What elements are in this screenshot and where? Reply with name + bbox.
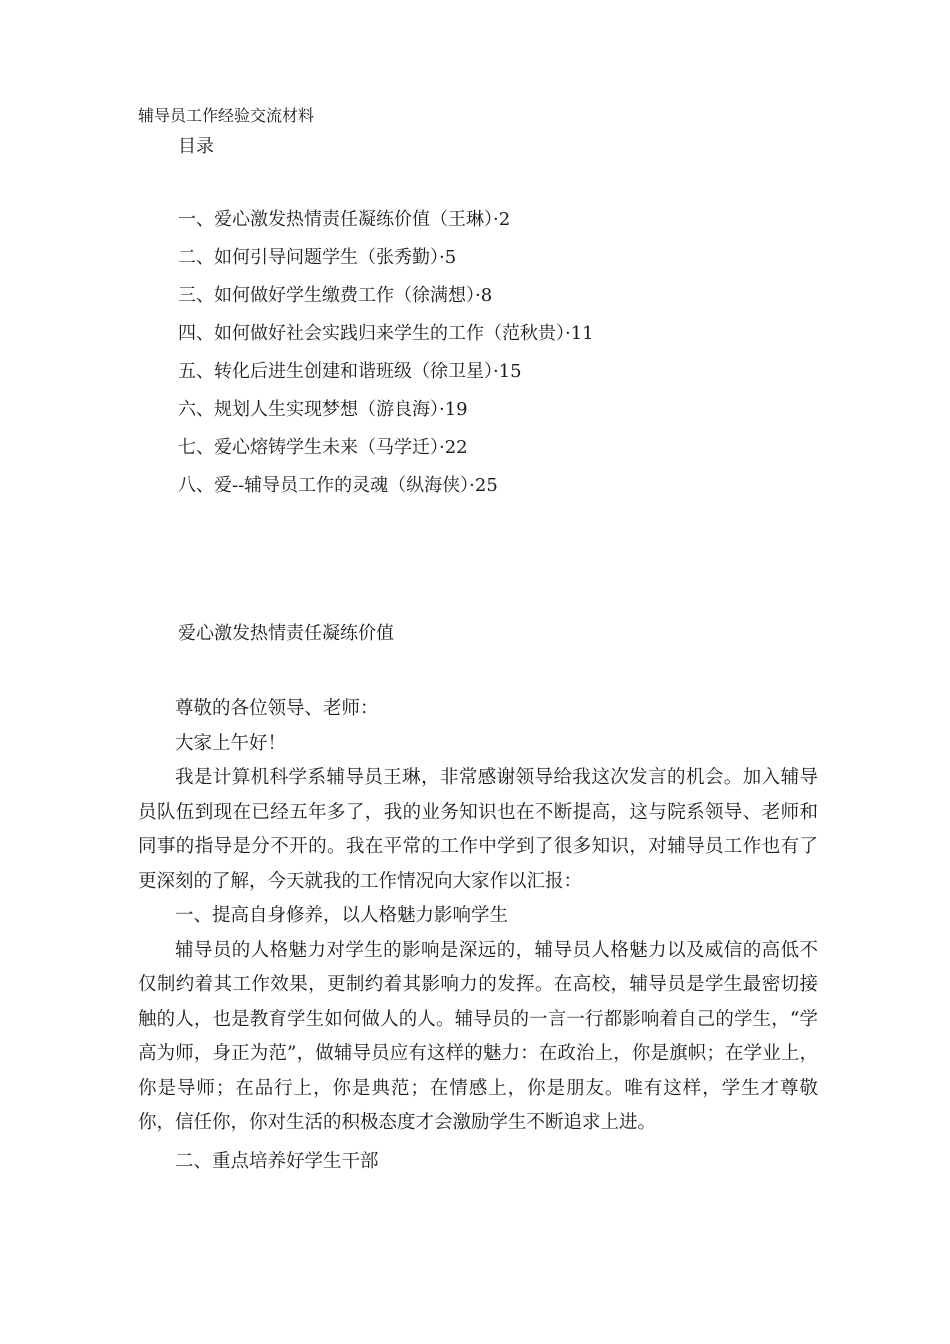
salutation: 尊敬的各位领导、老师： <box>175 698 379 719</box>
toc-item: 四、如何做好社会实践归来学生的工作（范秋贵）·11 <box>178 323 594 344</box>
body-paragraph: 辅导员的人格魅力对学生的影响是深远的，辅导员人格魅力以及威信的高低不仅制约着其工作效果，更制约着其影响力的发挥。在高校，辅导员是学生最密切接触的人，也是教育学生如何做人的人。辅导员的一言一行都影响着自己的学生，“学高为师，身正为范”，做辅导员应有这样的魅力：在政治上，你是旗帜；在学业上，你是导师；在品行上，你是典范；在情感上，你是朋友。唯有这样，学生才尊敬你，信任你，你对生活的积极态度才会激励学生不断追求上进。 <box>138 939 818 1133</box>
subsection-heading: 二、重点培养好学生干部 <box>175 1150 379 1172</box>
subsection-heading: 一、提高自身修养，以人格魅力影响学生 <box>175 905 509 926</box>
document-title: 辅导员工作经验交流材料 <box>138 106 315 125</box>
greeting: 大家上午好！ <box>175 732 287 754</box>
toc-heading: 目录 <box>178 136 214 157</box>
toc-item: 七、爱心熔铸学生未来（马学迁）·22 <box>178 437 468 458</box>
body-paragraph: 我是计算机科学系辅导员王琳，非常感谢领导给我这次发言的机会。加入辅导员队伍到现在已经五年多了，我的业务知识也在不断提高，这与院系领导、老师和同事的指导是分不开的。我在平常的工作中学到了很多知识，对辅导员工作也有了更深刻的了解，今天就我的工作情况向大家作以汇报： <box>138 767 818 892</box>
toc-item: 五、转化后进生创建和谐班级（徐卫星）·15 <box>178 361 522 382</box>
toc-item: 二、如何引导问题学生（张秀勤）·5 <box>178 247 457 268</box>
toc-item: 六、规划人生实现梦想（游良海）·19 <box>178 399 468 420</box>
body-text <box>138 692 818 1179</box>
section-title: 爱心激发热情责任凝练价值 <box>178 623 394 644</box>
table-of-contents <box>178 206 594 510</box>
toc-item: 八、爱--辅导员工作的灵魂（纵海侠）·25 <box>178 475 498 496</box>
toc-item: 三、如何做好学生缴费工作（徐满想）·8 <box>178 285 493 306</box>
toc-item: 一、爱心激发热情责任凝练价值（王琳）·2 <box>178 209 511 230</box>
